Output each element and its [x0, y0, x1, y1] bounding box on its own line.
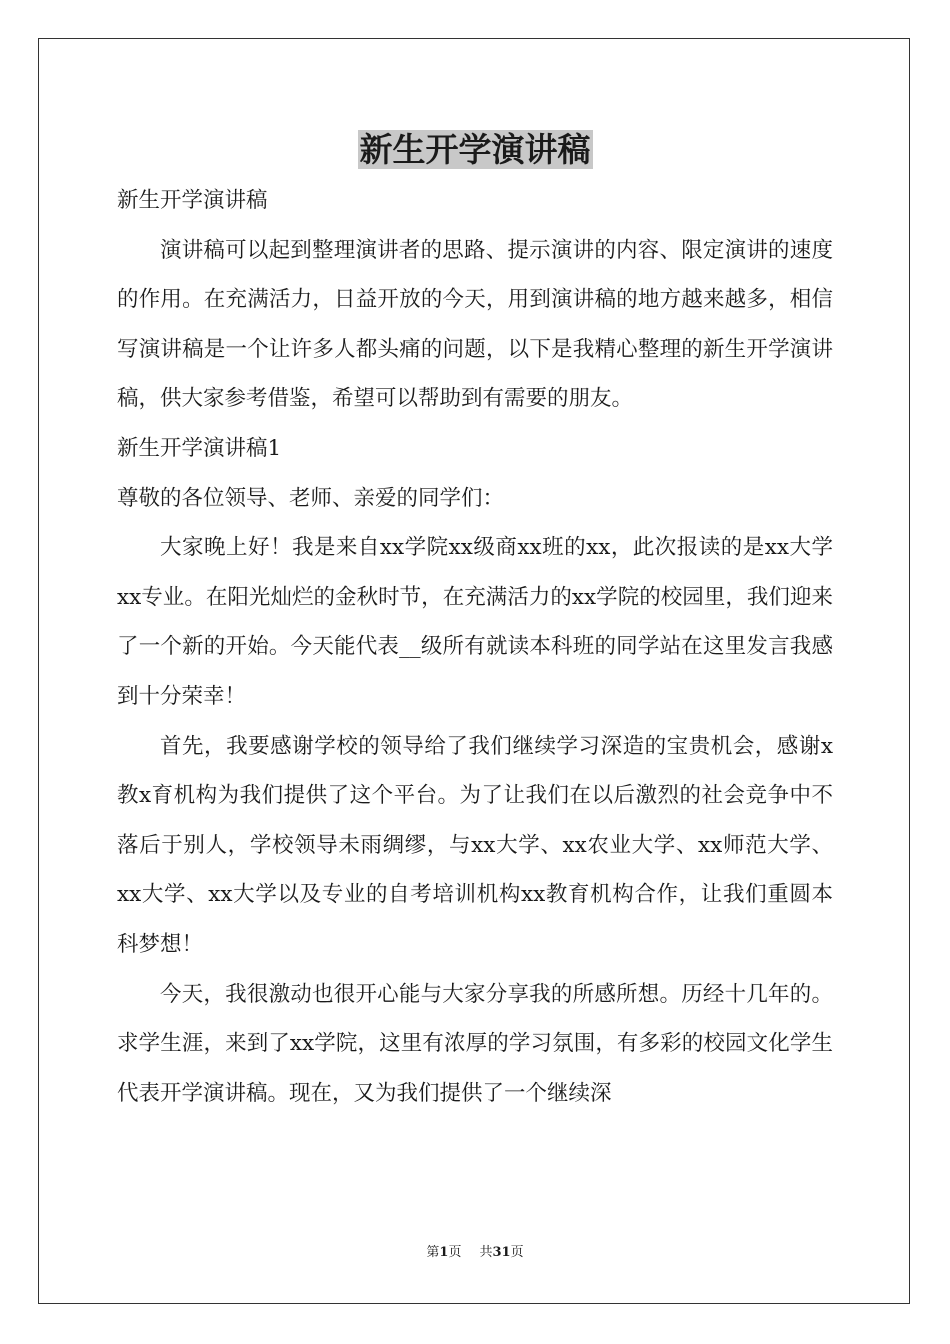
document-body [117, 176, 833, 1118]
paragraph-intro: 演讲稿可以起到整理演讲者的思路、提示演讲的内容、限定演讲的速度的作用。在充满活力，日益开放的今天，用到演讲稿的地方越来越多，相信写演讲稿是一个让许多人都头痛的问题，以下是我精心整理的新生开学演讲稿，供大家参考借鉴，希望可以帮助到有需要的朋友。 [117, 237, 833, 412]
paragraph-body: 今天，我很激动也很开心能与大家分享我的所感所想。历经十几年的。求学生涯，来到了xx学院，这里有浓厚的学习氛围，有多彩的校园文化学生代表开学演讲稿。现在，又为我们提供了一个继续深 [117, 981, 833, 1106]
paragraph-subtitle: 新生开学演讲稿 [117, 188, 268, 213]
page-footer [0, 1244, 950, 1262]
document-title-text: 新生开学演讲稿 [359, 130, 591, 169]
section-heading-1: 新生开学演讲稿1 [117, 435, 282, 461]
total-pages: 31 [492, 1245, 511, 1260]
page-suffix: 页 [448, 1245, 462, 1260]
total-prefix: 共 [479, 1245, 493, 1260]
paragraph-body: 大家晚上好！我是来自xx学院xx级商xx班的xx，此次报读的是xx大学xx专业。在阳光灿烂的金秋时节，在充满活力的xx学院的校园里，我们迎来了一个新的开始。今天能代表__级所有就读本科班的同学站在这里发言我感到十分荣幸！ [117, 535, 833, 709]
paragraph-body: 首先，我要感谢学校的领导给了我们继续学习深造的宝贵机会，感谢x教x育机构为我们提供了这个平台。为了让我们在以后激烈的社会竞争中不落后于别人，学校领导未雨绸缪，与xx大学、xx农业大学、xx师范大学、xx大学、xx大学以及专业的自考培训机构xx教育机构合作，让我们重圆本科梦想！ [117, 733, 833, 957]
page-prefix: 第 [426, 1245, 440, 1260]
paragraph-greeting: 尊敬的各位领导、老师、亲爱的同学们： [117, 485, 505, 511]
page-number: 1 [439, 1245, 449, 1260]
document-title [0, 128, 950, 172]
total-suffix: 页 [510, 1245, 524, 1260]
